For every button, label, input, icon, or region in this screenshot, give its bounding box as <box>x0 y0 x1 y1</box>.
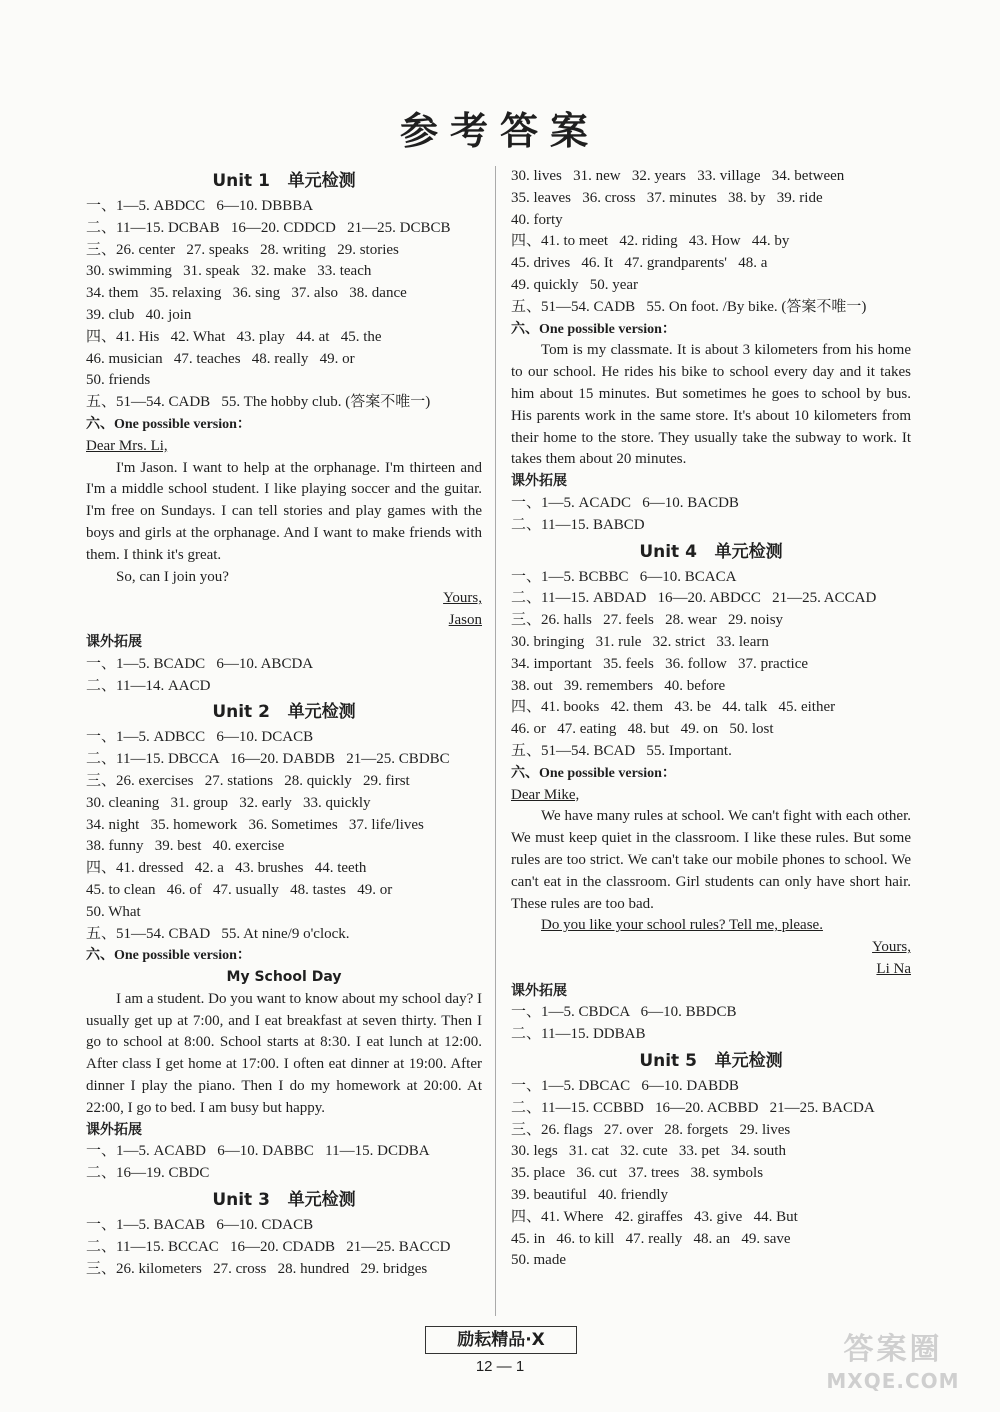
letter-closing-line: Do you like your school rules? Tell me, please. <box>541 917 823 934</box>
extension-line: 一、1—5. BCADC 6—10. ABCDA <box>86 655 314 672</box>
version-label: 六、One possible version： <box>86 416 251 432</box>
page-number: 12 — 1 <box>475 1358 525 1375</box>
answer-line: 50. made <box>511 1252 566 1269</box>
watermark-top: 答案圈 <box>843 1332 943 1367</box>
letter-signature: Li Na <box>876 960 911 977</box>
unit4-heading: Unit 4 单元检测 <box>639 541 783 562</box>
answer-line: 四、41. Where 42. giraffes 43. give 44. But <box>511 1208 798 1225</box>
unit1-answers <box>86 196 482 414</box>
answer-line: 一、1—5. ADBCC 6—10. DCACB <box>86 729 314 746</box>
answer-line: 二、11—15. ABDAD 16—20. ABDCC 21—25. ACCAD <box>511 590 877 607</box>
answer-line: 二、11—15. DBCCA 16—20. DABDB 21—25. CBDBC <box>86 751 450 768</box>
unit2-heading: Unit 2 单元检测 <box>212 702 356 723</box>
essay-title: My School Day <box>226 969 342 986</box>
answer-line: 49. quickly 50. year <box>511 276 639 293</box>
answer-line: 三、26. halls 27. feels 28. wear 29. noisy <box>511 612 784 629</box>
answer-line: 三、26. flags 27. over 28. forgets 29. lives <box>511 1121 791 1138</box>
unit2-answers <box>86 727 482 945</box>
letter-body: We have many rules at school. We can't fight with each other. We must keep quiet in the classroom. I like these rules. But some rules are too strict. We can't take our mobile phones to school. We can't eat in the classroom. Girl students can only have short hair. These rules are too bad. <box>511 808 911 912</box>
answer-line: 46. or 47. eating 48. but 49. on 50. lost <box>511 721 774 738</box>
answer-line: 一、1—5. BACAB 6—10. CDACB <box>86 1217 314 1234</box>
watermark-bottom: MXQE.COM <box>826 1369 960 1393</box>
answer-line: 46. musician 47. teaches 48. really 49. or <box>86 350 355 367</box>
column-divider <box>495 166 496 1316</box>
version-label: 六、One possible version： <box>511 321 676 337</box>
footer-brand: 励耘精品·X <box>425 1326 577 1354</box>
extension-line: 二、11—15. BABCD <box>511 516 645 533</box>
extension-line: 二、11—14. AACD <box>86 677 211 694</box>
extension-label: 课外拓展 <box>86 633 142 650</box>
unit5-heading: Unit 5 单元检测 <box>639 1051 783 1072</box>
version-label: 六、One possible version： <box>86 948 251 964</box>
answer-line: 30. lives 31. new 32. years 33. village 34. between <box>511 168 845 184</box>
answer-line: 五、51—54. BCAD 55. Important. <box>511 742 732 759</box>
essay-body: I am a student. Do you want to know about my school day? I usually get up at 7:00, and I eat breakfast at seven thirty. Then I go to school at 8:00. School starts at 8:30. I eat lunch at 12:00. After class I get home at 17:00. I often eat dinner at 19:00. After dinner I play the piano. Then I do my homework at 20:00. At 22:00, I go to bed. I am busy but happy. <box>86 990 482 1116</box>
answer-line: 五、51—54. CADB 55. The hobby club. (答案不唯一) <box>86 394 431 411</box>
letter-body: I'm Jason. I want to help at the orphanage. I'm thirteen and I'm a middle school student. I like playing soccer and the guitar. I'm free on Sundays. I can tell stories and play games with the boys and girls at the orphanage. And I want to make friends with them. I think it's great. <box>86 459 482 563</box>
answer-line: 35. place 36. cut 37. trees 38. symbols <box>511 1165 764 1182</box>
answer-line: 34. night 35. homework 36. Sometimes 37. life/lives <box>86 816 424 833</box>
answer-line: 一、1—5. BCBBC 6—10. BCACA <box>511 568 737 585</box>
answer-line: 45. in 46. to kill 47. really 48. an 49. save <box>511 1230 791 1247</box>
answer-line: 35. leaves 36. cross 37. minutes 38. by 39. ride <box>511 189 823 206</box>
unit5-answers <box>511 1076 911 1272</box>
extension-label: 课外拓展 <box>511 982 567 999</box>
letter-salutation: Dear Mrs. Li, <box>86 437 168 454</box>
answer-line: 一、1—5. ABDCC 6—10. DBBBA <box>86 198 314 214</box>
extension-line: 二、11—15. DDBAB <box>511 1026 646 1043</box>
answer-line: 四、41. His 42. What 43. play 44. at 45. the <box>86 328 382 345</box>
letter-yours: Yours, <box>443 590 482 607</box>
letter-yours: Yours, <box>872 939 911 956</box>
answer-line: 一、1—5. DBCAC 6—10. DABDB <box>511 1078 739 1095</box>
answer-line: 34. them 35. relaxing 36. sing 37. also 38. dance <box>86 285 407 302</box>
watermark <box>808 1332 978 1402</box>
answer-line: 五、51—54. CADB 55. On foot. /By bike. (答案不唯一) <box>511 298 867 315</box>
answer-line: 39. beautiful 40. friendly <box>511 1187 669 1204</box>
answer-line: 四、41. dressed 42. a 43. brushes 44. teeth <box>86 860 367 877</box>
extension-line: 一、1—5. ACABD 6—10. DABBC 11—15. DCDBA <box>86 1143 430 1160</box>
answer-line: 三、26. center 27. speaks 28. writing 29. stories <box>86 241 399 258</box>
letter-signature: Jason <box>448 612 482 629</box>
answer-line: 30. swimming 31. speak 32. make 33. teach <box>86 263 372 280</box>
answer-line: 二、11—15. CCBBD 16—20. ACBBD 21—25. BACDA <box>511 1099 875 1116</box>
answer-line: 三、26. exercises 27. stations 28. quickly 29. first <box>86 772 410 789</box>
answer-line: 50. What <box>86 903 141 920</box>
answer-line: 30. bringing 31. rule 32. strict 33. learn <box>511 633 769 650</box>
answer-line: 38. out 39. remembers 40. before <box>511 677 726 694</box>
unit1-heading: Unit 1 单元检测 <box>212 171 356 191</box>
answer-line: 40. forty <box>511 211 563 228</box>
extension-line: 一、1—5. ACADC 6—10. BACDB <box>511 494 739 511</box>
letter-salutation: Dear Mike, <box>511 786 580 803</box>
answer-line: 45. to clean 46. of 47. usually 48. tastes 49. or <box>86 881 393 898</box>
left-column <box>86 166 482 1280</box>
answer-line: 30. legs 31. cat 32. cute 33. pet 34. south <box>511 1143 786 1160</box>
version-label: 六、One possible version： <box>511 765 676 781</box>
unit4-answers <box>511 567 911 763</box>
answer-line: 二、11—15. DCBAB 16—20. CDDCD 21—25. DCBCB <box>86 219 451 236</box>
unit3-continued <box>511 166 911 319</box>
extension-label: 课外拓展 <box>511 473 567 490</box>
answer-line: 30. cleaning 31. group 32. early 33. quickly <box>86 794 371 811</box>
answer-line: 五、51—54. CBAD 55. At nine/9 o'clock. <box>86 925 350 942</box>
answer-line: 39. club 40. join <box>86 306 192 323</box>
answer-line: 三、26. kilometers 27. cross 28. hundred 29. bridges <box>86 1260 428 1277</box>
extension-label: 课外拓展 <box>86 1121 142 1138</box>
page-title: 参考答案 <box>399 108 600 153</box>
answer-line: 50. friends <box>86 372 151 389</box>
answer-line: 二、11—15. BCCAC 16—20. CDADB 21—25. BACCD <box>86 1238 451 1255</box>
answer-line: 四、41. to meet 42. riding 43. How 44. by <box>511 233 790 250</box>
extension-line: 一、1—5. CBDCA 6—10. BBDCB <box>511 1004 737 1021</box>
answer-line: 38. funny 39. best 40. exercise <box>86 838 285 855</box>
answer-line: 34. important 35. feels 36. follow 37. practice <box>511 655 809 672</box>
answer-line: 四、41. books 42. them 43. be 44. talk 45. either <box>511 699 836 716</box>
answer-line: 45. drives 46. It 47. grandparents' 48. a <box>511 255 768 272</box>
letter-closing-line: So, can I join you? <box>116 568 229 585</box>
essay-body: Tom is my classmate. It is about 3 kilometers from his home to our school. He rides his bike to school every day and it takes him about 15 minutes. But sometimes he goes to school by bus. His parents work in the same store. It's about 10 kilometers from their home to the store. They usually take the subway to work. It takes them about 20 minutes. <box>511 342 911 468</box>
extension-line: 二、16—19. CBDC <box>86 1165 210 1182</box>
unit3-heading: Unit 3 单元检测 <box>212 1190 356 1211</box>
right-column <box>511 166 911 1272</box>
